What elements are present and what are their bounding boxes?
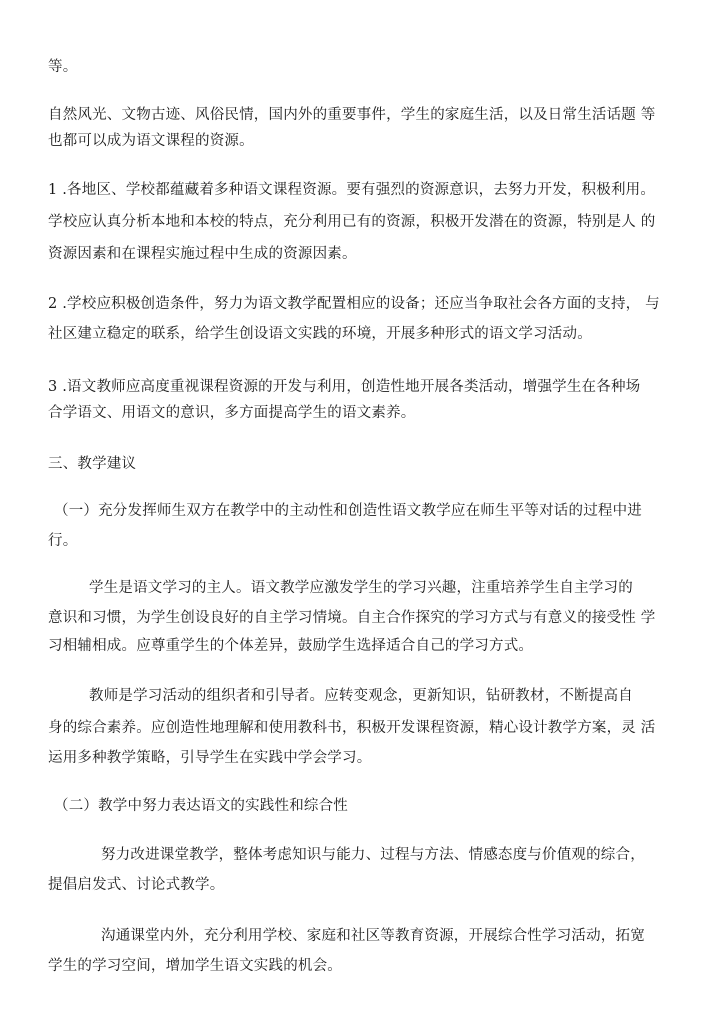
paragraph-line: 自然风光、文物古迹、风俗民情，国内外的重要事件，学生的家庭生活，以及日常生活话题 等: [48, 107, 656, 123]
paragraph-line: 社区建立稳定的联系，给学生创设语文实践的环境，开展多种形式的语文学习活动。: [48, 326, 592, 342]
paragraph-line: 行。: [48, 533, 78, 549]
subsection-heading: （一）充分发挥师生双方在教学中的主动性和创造性语文教学应在师生平等对话的过程中进: [54, 503, 642, 519]
paragraph-line: 1 .各地区、学校都蕴藏着多种语文课程资源。要有强烈的资源意识，去努力开发，积极利用。: [48, 182, 656, 198]
paragraph-line: 意识和习惯，为学生创设良好的自主学习情境。自主合作探究的学习方式与有意义的接受性 学: [48, 610, 656, 626]
paragraph-line: 也都可以成为语文课程的资源。: [48, 133, 254, 149]
paragraph-line: 提倡启发式、讨论式教学。: [48, 877, 225, 893]
paragraph-line: 运用多种教学策略，引导学生在实践中学会学习。: [48, 750, 372, 766]
paragraph-line: 教师是学习活动的组织者和引导者。应转变观念，更新知识，钻研教材，不断提高自: [89, 688, 633, 704]
paragraph-line: 习相辅相成。应尊重学生的个体差异，鼓励学生选择适合自己的学习方式。: [48, 638, 534, 654]
paragraph-line: 2 .学校应积极创造条件，努力为语文教学配置相应的设备；还应当争取社会各方面的支持， 与: [48, 296, 660, 312]
paragraph-line: 学生的学习空间，增加学生语文实践的机会。: [48, 958, 342, 974]
paragraph-line: 合学语文、用语文的意识，多方面提高学生的语文素养。: [48, 405, 416, 421]
section-heading: 三、教学建议: [48, 456, 137, 472]
paragraph-line: 努力改进课堂教学，整体考虑知识与能力、过程与方法、情感态度与价值观的综合，: [101, 847, 645, 863]
subsection-heading: （二）教学中努力表达语文的实践性和综合性: [54, 798, 348, 814]
paragraph-line: 学生是语文学习的主人。语文教学应激发学生的学习兴趣，注重培养学生自主学习的: [89, 580, 633, 596]
paragraph-line: 身的综合素养。应创造性地理解和使用教科书，积极开发课程资源，精心设计教学方案，灵 活: [48, 720, 656, 736]
paragraph-line: 资源因素和在课程实施过程中生成的资源因素。: [48, 246, 357, 262]
paragraph-line: 等。: [48, 59, 78, 75]
paragraph-line: 沟通课堂内外，充分利用学校、家庭和社区等教育资源，开展综合性学习活动，拓宽: [101, 928, 645, 944]
paragraph-line: 3 .语文教师应高度重视课程资源的开发与利用，创造性地开展各类活动，增强学生在各种场: [48, 379, 641, 395]
paragraph-line: 学校应认真分析本地和本校的特点，充分利用已有的资源，积极开发潜在的资源，特别是人 的: [48, 214, 656, 230]
